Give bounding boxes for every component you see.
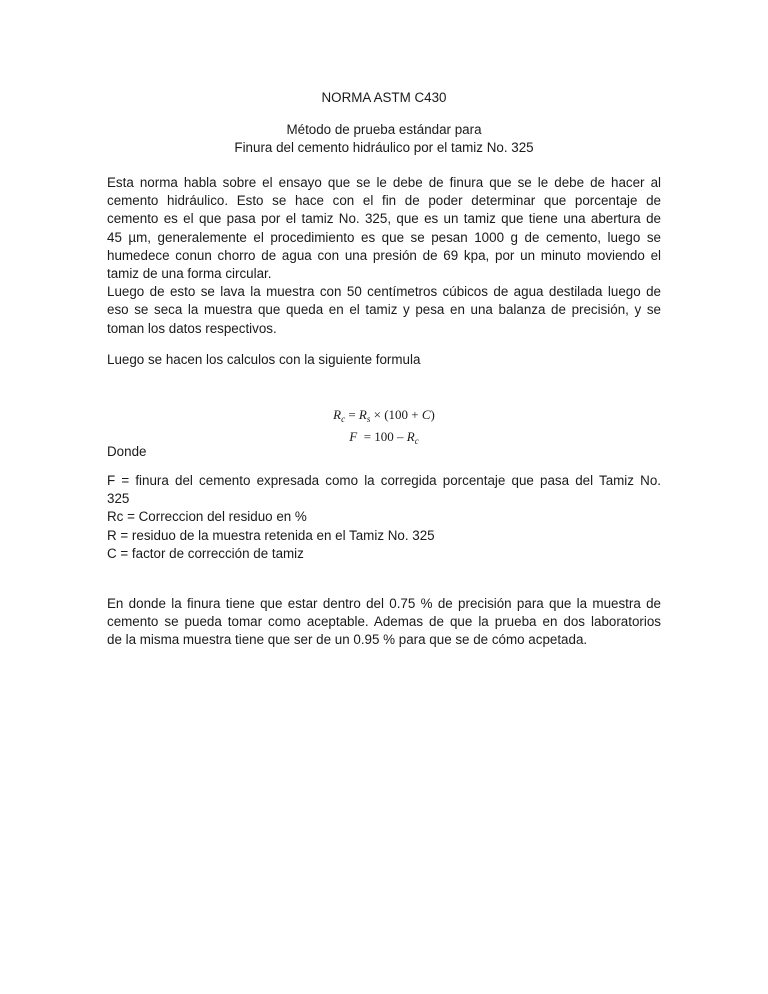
definitions-list <box>107 472 661 563</box>
paragraph-line: de la misma muestra tiene que ser de un 0.95 % para que se de cómo acpetada. <box>107 632 588 648</box>
paragraph-formula-intro: Luego se hacen los calculos con la siguiente formula <box>107 352 421 367</box>
formula-line-1: $R_c = R_s \times (100 + C)$ <box>333 407 435 424</box>
definition-item: R = residuo de la muestra retenida en el Tamiz No. 325 <box>107 527 435 543</box>
formula-line-2: $F = 100 - R_c$ <box>349 429 419 446</box>
document-subtitle-2: Finura del cemento hidráulico por el tamiz No. 325 <box>234 140 534 155</box>
paragraph-line: cemento hidráulico. Esto se hace con el fin de poder determinar que porcentaje de <box>107 193 661 209</box>
paragraph-line: cemento es el que pasa por el tamiz No. 325, que es un tamiz que tiene una abertura de <box>107 211 661 227</box>
paragraph-line: toman los datos respectivos. <box>107 320 277 336</box>
paragraph-line: tamiz de una forma circular. <box>107 266 272 282</box>
definition-item: Rc = Correccion del residuo en % <box>107 509 307 525</box>
paragraph-line: Luego de esto se lava la muestra con 50 centímetros cúbicos de agua destilada luego de <box>107 284 661 300</box>
paragraph-line: humedece conun chorro de agua con una presión de 69 kpa, por un minuto moviendo el <box>107 247 661 263</box>
paragraph-line: En donde la finura tiene que estar dentro del 0.75 % de precisión para que la muestra de <box>107 596 661 611</box>
document-subtitle-1: Método de prueba estándar para <box>286 122 482 137</box>
donde-label: Donde <box>107 444 147 459</box>
paragraph-line: Esta norma habla sobre el ensayo que se le debe de finura que se le debe de hacer al <box>107 175 661 190</box>
paragraph-intro <box>107 174 661 338</box>
paragraph-line: cemento se pueda tomar como aceptable. Ademas de que la prueba en dos laboratorios <box>107 614 661 630</box>
definition-item: F = finura del cemento expresada como la corregida porcentaje que pasa del Tamiz No. <box>107 473 661 488</box>
definition-item: 325 <box>107 491 130 507</box>
definition-item: C = factor de corrección de tamiz <box>107 545 304 561</box>
paragraph-line: eso se seca la muestra que queda en el tamiz y pesa en una balanza de precisión, y se <box>107 302 661 318</box>
document-title: NORMA ASTM C430 <box>321 90 447 105</box>
paragraph-line: 45 µm, generalemente el procedimiento es que se pesan 1000 g de cemento, luego se <box>107 229 661 245</box>
paragraph-conclusion <box>107 595 661 650</box>
